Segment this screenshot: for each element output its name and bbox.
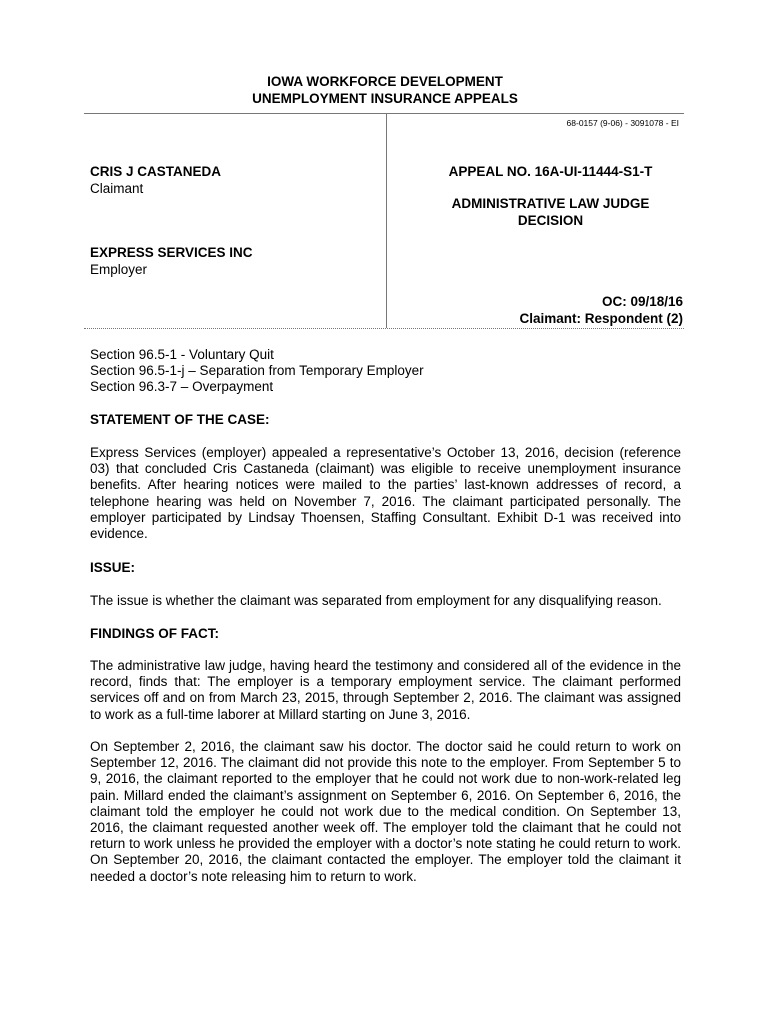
- section-line: Section 96.3-7 – Overpayment: [90, 379, 274, 394]
- statement-heading: STATEMENT OF THE CASE:: [90, 412, 270, 427]
- findings-paragraph: The administrative law judge, having heard the testimony and considered all of the evidence in the record, finds that: The employer is a temporary employment service. The claimant performed services off and on from March 23, 2015, through September 2, 2016. The claimant was assigned to work as a full-time laborer at Millard starting on June 3, 2016.: [90, 658, 681, 722]
- oc-date: OC: 09/18/16: [601, 294, 683, 309]
- form-number: 68-0157 (9-06) - 3091078 - EI: [566, 118, 679, 128]
- issue-text: The issue is whether the claimant was separated from employment for any disqualifying reason.: [90, 593, 662, 608]
- employer-name: EXPRESS SERVICES INC: [90, 245, 253, 260]
- findings-paragraph: On September 2, 2016, the claimant saw his doctor. The doctor said he could return to work on September 12, 2016. The claimant did not provide this note to the employer. From September 5 to 9, 2016, the claimant reported to the employer that he could not work due to non-work-related leg pain. Millard ended the claimant’s assignment on September 6, 2016. On September 6, 2016, the claimant told the employer he could not work due to the medical condition. On September 13, 2016, the claimant requested another week off. The employer told the claimant that he could not return to work unless he provided the employer with a doctor’s note stating he could return to work. On September 20, 2016, the claimant contacted the employer. The employer told the claimant it needed a doctor’s note releasing him to return to work.: [90, 739, 681, 884]
- section-line: Section 96.5-1 - Voluntary Quit: [90, 347, 274, 362]
- column-divider: [386, 113, 387, 328]
- decision-title-line1: ADMINISTRATIVE LAW JUDGE: [451, 196, 650, 211]
- top-rule: [84, 113, 684, 114]
- claimant-name: CRIS J CASTANEDA: [90, 164, 222, 179]
- issue-heading: ISSUE:: [90, 560, 136, 575]
- section-line: Section 96.5-1-j – Separation from Temporary Employer: [90, 363, 424, 378]
- division-title: UNEMPLOYMENT INSURANCE APPEALS: [252, 91, 518, 106]
- statement-text: Express Services (employer) appealed a representative’s October 13, 2016, decision (reference 03) that concluded Cris Castaneda (claimant) was eligible to receive unemployment insurance benefits. After hearing notices were mailed to the parties’ last-known addresses of record, a telephone hearing was held on November 7, 2016. The claimant participated personally. The employer participated by Lindsay Thoensen, Staffing Consultant. Exhibit D-1 was received into evidence.: [90, 445, 681, 542]
- bottom-rule: [84, 328, 684, 329]
- claimant-status: Claimant: Respondent (2): [519, 311, 683, 326]
- employer-role: Employer: [90, 262, 148, 277]
- findings-heading: FINDINGS OF FACT:: [90, 626, 219, 641]
- agency-title: IOWA WORKFORCE DEVELOPMENT: [267, 74, 503, 89]
- decision-title-line2: DECISION: [517, 213, 584, 228]
- appeal-number: APPEAL NO. 16A-UI-11444-S1-T: [448, 164, 653, 179]
- claimant-role: Claimant: [90, 181, 144, 196]
